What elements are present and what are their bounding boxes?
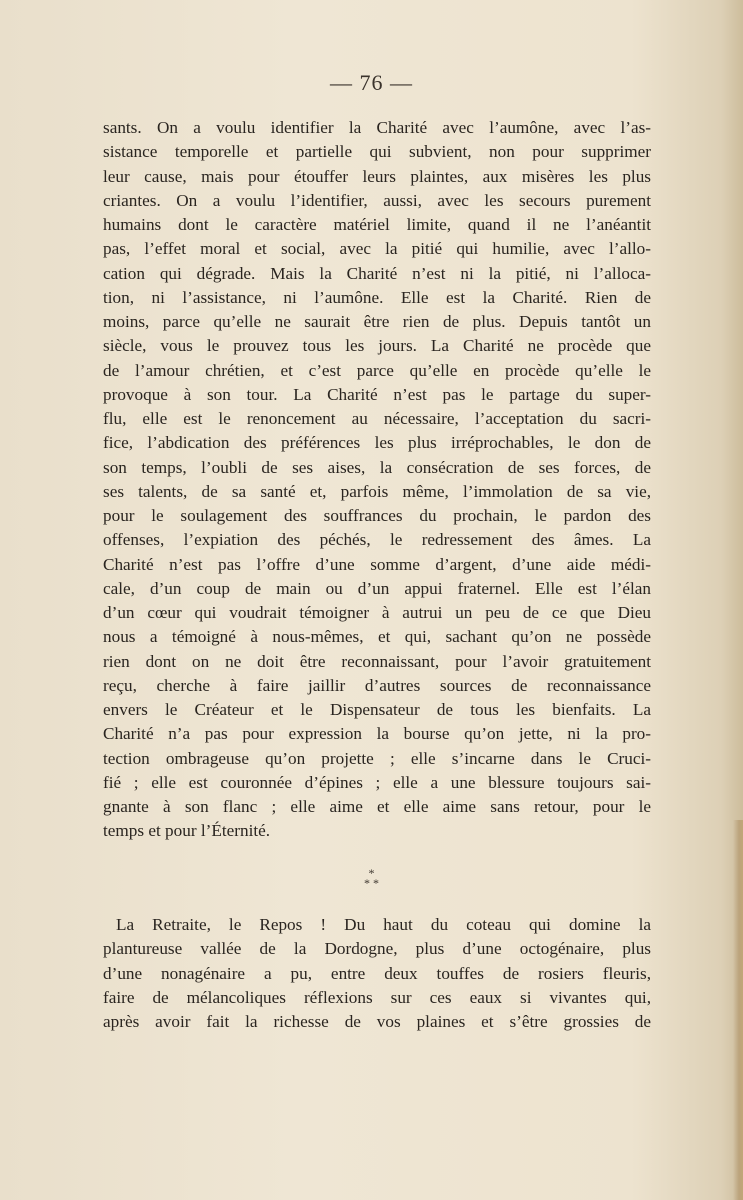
text-line: criantes. On a voulu l’identifier, aussi, avec les secours purement (103, 190, 651, 210)
text-line: fié ; elle est couronnée d’épines ; elle a une blessure toujours sai- (103, 772, 651, 792)
text-line: offenses, l’expiation des péchés, le redressement des âmes. La (103, 530, 651, 550)
text-line: siècle, vous le prouvez tous les jours. La Charité ne procède que (103, 336, 651, 356)
page-number: — 76 — (330, 70, 413, 95)
text-line: cation qui dégrade. Mais la Charité n’est ni la pitié, ni l’alloca- (103, 263, 651, 283)
text-line: tection ombrageuse qu’on projette ; elle s’incarne dans le Cruci- (103, 748, 651, 768)
text-line: faire de mélancoliques réflexions sur ces eaux si vivantes qui, (103, 987, 651, 1007)
text-line: Charité n’est pas l’offre d’une somme d’argent, d’une aide médi- (103, 554, 651, 574)
text-line: pas, l’effet moral et social, avec la pitié qui humilie, avec l’allo- (103, 239, 651, 259)
asterism-bottom: * * (364, 876, 379, 890)
text-line: plantureuse vallée de la Dordogne, plus d’une octogénaire, plus (103, 939, 651, 959)
text-line: cale, d’un coup de main ou d’un appui fraternel. Elle est l’élan (103, 578, 651, 598)
section-separator-asterism (0, 868, 743, 888)
text-line: leur cause, mais pour étouffer leurs plaintes, aux misères les plus (103, 166, 651, 186)
text-line: sants. On a voulu identifier la Charité avec l’aumône, avec l’as- (103, 118, 651, 137)
text-line: après avoir fait la richesse de vos plaines et s’être grossies de (103, 1012, 651, 1032)
text-line: sistance temporelle et partielle qui subvient, non pour supprimer (103, 142, 651, 162)
text-line: temps et pour l’Éternité. (103, 821, 271, 841)
text-line: flu, elle est le renoncement au nécessaire, l’acceptation du sacri- (103, 409, 651, 428)
text-line: reçu, cherche à faire jaillir d’autres sources de reconnaissance (103, 675, 651, 695)
text-line: Charité n’a pas pour expression la bourse qu’on jette, ni la pro- (103, 724, 651, 744)
text-line: d’un cœur qui voudrait témoigner à autrui un peu de ce que Dieu (103, 603, 651, 622)
asterism-top: * (368, 866, 375, 880)
text-line: son temps, l’oubli de ses aises, la consécration de ses forces, de (103, 457, 651, 477)
text-line: humains dont le caractère matériel limite, quand il ne l’anéantit (103, 215, 651, 234)
text-line: fice, l’abdication des préférences les plus irréprochables, le don de (103, 433, 651, 453)
text-line: ses talents, de sa santé et, parfois même, l’immolation de sa vie, (103, 481, 651, 501)
text-line: moins, parce qu’elle ne saurait être rien de plus. Depuis tantôt un (103, 312, 651, 331)
text-line: nous a témoigné à nous-mêmes, et qui, sachant qu’on ne possède (103, 627, 651, 647)
text-line: de l’amour chrétien, et c’est parce qu’elle en procède qu’elle le (103, 360, 651, 380)
text-line: pour le soulagement des souffrances du prochain, le pardon des (103, 506, 651, 525)
text-line: gnante à son flanc ; elle aime et elle aime sans retour, pour le (103, 797, 651, 816)
text-line: rien dont on ne doit être reconnaissant, pour l’avoir gratuitement (103, 651, 651, 671)
text-line: La Retraite, le Repos ! Du haut du coteau qui domine la (116, 915, 651, 934)
text-line: d’une nonagénaire a pu, entre deux touffes de rosiers fleuris, (103, 963, 651, 983)
text-line: provoque à son tour. La Charité n’est pas le partage du super- (103, 384, 651, 404)
text-line: tion, ni l’assistance, ni l’aumône. Elle est la Charité. Rien de (103, 287, 651, 307)
text-line: envers le Créateur et le Dispensateur de tous les bienfaits. La (103, 700, 651, 719)
